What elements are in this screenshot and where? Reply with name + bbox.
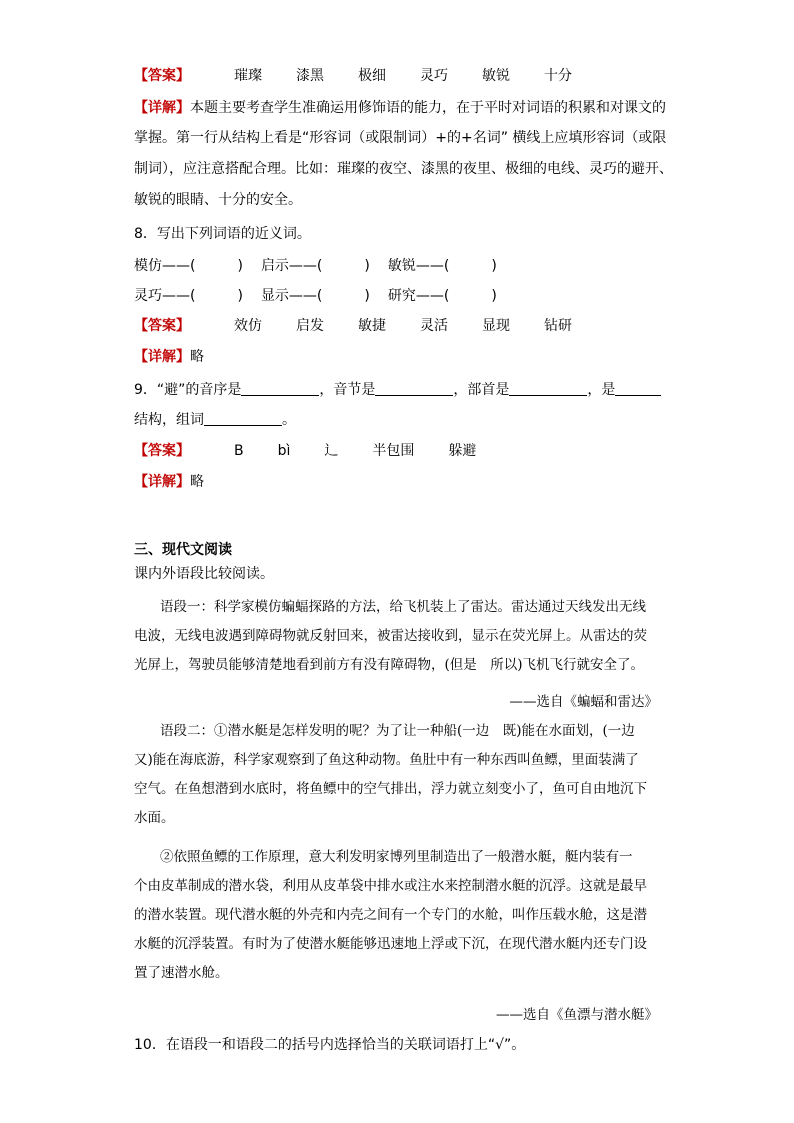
synonym-blank: 研究——( ) bbox=[387, 288, 497, 304]
answer-item: 显现 bbox=[482, 318, 510, 334]
detail-text: 略 bbox=[190, 474, 204, 490]
q7-detail-line: 掌握。第一行从结构上看是“形容词（或限制词）+的+名词” 横线上应填形容词（或限 bbox=[134, 130, 667, 146]
q7-answer-row bbox=[134, 66, 572, 86]
detail-tag: 【详解】 bbox=[134, 100, 190, 116]
passage-line: 水面。 bbox=[134, 810, 175, 826]
q9-text: 。 bbox=[282, 412, 296, 428]
passage-line: 光屏上，驾驶员能够清楚地看到前方有没有障碍物，(但是 所以)飞机飞行就安全了。 bbox=[134, 657, 645, 673]
fill-blank[interactable] bbox=[241, 381, 319, 396]
answer-item: B bbox=[234, 443, 244, 459]
answer-item: 璀璨 bbox=[234, 68, 262, 84]
answer-item: 辶 bbox=[324, 443, 339, 459]
synonym-blank: 启示——( ) bbox=[260, 258, 370, 274]
q8-row1 bbox=[134, 256, 497, 276]
answer-item: 灵活 bbox=[420, 318, 448, 334]
fill-blank[interactable] bbox=[375, 381, 453, 396]
q7-detail-line: 敏锐的眼睛、十分的安全。 bbox=[134, 192, 302, 208]
answer-item: 敏捷 bbox=[358, 318, 386, 334]
q7-detail-line bbox=[134, 98, 666, 118]
q8-answer-row bbox=[134, 316, 572, 336]
q9-text: ，部首是 bbox=[453, 382, 510, 398]
answer-item: 十分 bbox=[544, 68, 572, 84]
answer-tag: 【答案】 bbox=[134, 443, 190, 459]
passage-line: 电波，无线电波遇到障碍物就反射回来，被雷达接收到，显示在荧光屏上。从雷达的荧 bbox=[134, 628, 647, 644]
passage-line: ②依照鱼鳔的工作原理，意大利发明家博列里制造出了一般潜水艇，艇内装有一 bbox=[160, 849, 633, 865]
answer-item: 躲避 bbox=[448, 443, 477, 459]
q8-title: 8．写出下列词语的近义词。 bbox=[134, 226, 311, 242]
synonym-blank: 模仿——( ) bbox=[134, 258, 243, 274]
passage-line: 语段一：科学家模仿蝙蝠探路的方法，给飞机装上了雷达。雷达通过天线发出无线 bbox=[160, 599, 646, 615]
passage-line: 水艇的沉浮装置。有时为了使潜水艇能够迅速地上浮或下沉，在现代潜水艇内还专门设 bbox=[134, 936, 647, 952]
passage-line: 置了速潜水舱。 bbox=[134, 965, 229, 981]
q7-detail-line: 制词），应注意搭配合理。比如：璀璨的夜空、漆黑的夜里、极细的电线、灵巧的避开、 bbox=[134, 161, 673, 177]
synonym-blank: 敏锐——( ) bbox=[387, 258, 497, 274]
q9-text: 结构，组词 bbox=[134, 412, 204, 428]
fill-blank[interactable] bbox=[509, 381, 587, 396]
detail-text: 本题主要考查学生准确运用修饰语的能力，在于平时对词语的积累和对课文的 bbox=[190, 100, 666, 116]
fill-blank[interactable] bbox=[204, 411, 282, 426]
q9-detail bbox=[134, 472, 204, 492]
answer-item: bì bbox=[277, 443, 291, 459]
answer-item: 敏锐 bbox=[482, 68, 510, 84]
passage-line: 个由皮革制成的潜水袋，利用从皮革袋中排水或注水来控制潜水艇的沉浮。这就是最早 bbox=[134, 878, 647, 894]
answer-item: 漆黑 bbox=[296, 68, 324, 84]
passage-source: ——选自《蝙蝠和雷达》 bbox=[509, 694, 658, 710]
section-heading: 三、现代文阅读 bbox=[134, 542, 232, 558]
answer-item: 灵巧 bbox=[420, 68, 448, 84]
section-intro: 课内外语段比较阅读。 bbox=[134, 566, 274, 582]
answer-item: 效仿 bbox=[234, 318, 262, 334]
detail-tag: 【详解】 bbox=[134, 349, 190, 365]
answer-tag: 【答案】 bbox=[134, 318, 190, 334]
passage-line: 又)能在海底游，科学家观察到了鱼这种动物。鱼肚中有一种东西叫鱼鳔，里面装满了 bbox=[134, 752, 639, 768]
q8-detail bbox=[134, 347, 204, 367]
answer-item: 极细 bbox=[358, 68, 386, 84]
fill-blank[interactable] bbox=[615, 381, 661, 396]
synonym-blank: 显示——( ) bbox=[260, 288, 370, 304]
passage-line: 的潜水装置。现代潜水艇的外壳和内壳之间有一个专门的水舱，叫作压载水舱，这是潜 bbox=[134, 907, 647, 923]
passage-2 bbox=[134, 717, 662, 833]
passage-line: 语段二：①潜水艇是怎样发明的呢？为了让一种船(一边 既)能在水面划，(一边 bbox=[160, 723, 635, 739]
q9-line2 bbox=[134, 410, 296, 430]
passage-1 bbox=[134, 593, 662, 680]
answer-tag: 【答案】 bbox=[134, 68, 190, 84]
passage-3 bbox=[134, 843, 662, 988]
detail-tag: 【详解】 bbox=[134, 474, 190, 490]
answer-item: 启发 bbox=[296, 318, 324, 334]
q8-row2 bbox=[134, 286, 497, 306]
synonym-blank: 灵巧——( ) bbox=[134, 288, 243, 304]
q9-line1 bbox=[134, 380, 661, 400]
q9-text: ，音节是 bbox=[319, 382, 376, 398]
answer-item: 钻研 bbox=[544, 318, 572, 334]
q10-title: 10．在语段一和语段二的括号内选择恰当的关联词语打上“√”。 bbox=[134, 1037, 526, 1053]
passage-source: ——选自《鱼漂与潜水艇》 bbox=[496, 1007, 658, 1023]
passage-line: 空气。在鱼想潜到水底时，将鱼鳔中的空气排出，浮力就立刻变小了，鱼可自由地沉下 bbox=[134, 781, 647, 797]
q9-text: 9．“避”的音序是 bbox=[134, 382, 242, 398]
q9-answer-row bbox=[134, 441, 476, 461]
q9-text: ，是 bbox=[587, 382, 616, 398]
answer-item: 半包围 bbox=[372, 443, 415, 459]
detail-text: 略 bbox=[190, 349, 204, 365]
